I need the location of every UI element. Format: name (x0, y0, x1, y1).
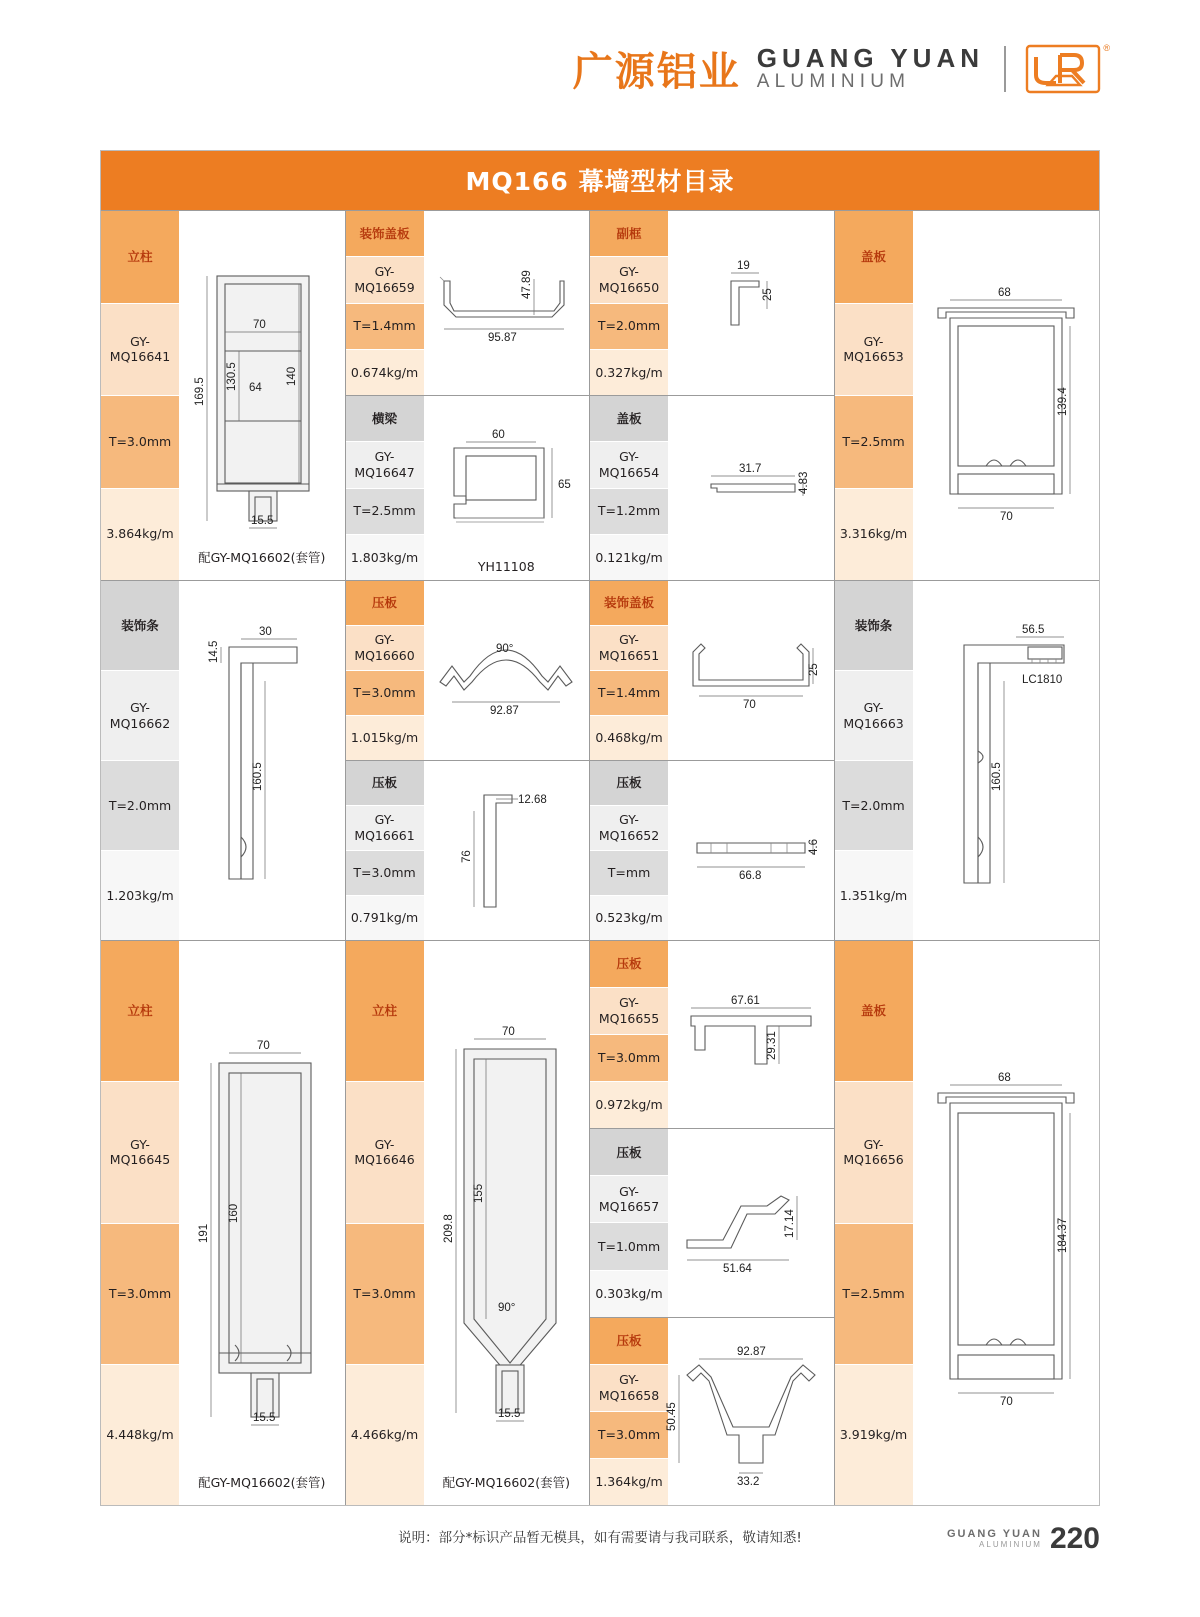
svg-text:70: 70 (999, 510, 1013, 523)
profile-drawing-14 (424, 941, 590, 1505)
profile-labels-5 (590, 396, 668, 580)
profile-thickness: T=mm (590, 851, 668, 896)
svg-text:66.8: 66.8 (738, 869, 762, 882)
svg-text:67.61: 67.61 (730, 994, 760, 1007)
profile-type: 压板 (590, 1318, 668, 1365)
svg-text:65: 65 (558, 479, 572, 491)
profile-cell-group-15[interactable] (590, 941, 835, 1505)
profile-thickness: T=3.0mm (590, 1412, 668, 1459)
brand-en-line1: GUANG YUAN (756, 42, 984, 73)
profile-thickness: T=2.0mm (835, 761, 913, 851)
profile-weight: 0.121kg/m (590, 535, 668, 580)
profile-type: 盖板 (835, 211, 913, 304)
profile-drawing-11 (668, 761, 834, 940)
profile-thickness: T=3.0mm (101, 396, 179, 489)
profile-labels-3 (346, 396, 424, 580)
profile-drawing-17 (665, 1318, 834, 1505)
profile-cell-18[interactable] (835, 941, 1099, 1505)
profile-cell-14[interactable] (346, 941, 591, 1505)
profile-code: GY-MQ16661 (346, 806, 424, 851)
profile-cell-12[interactable] (835, 581, 1099, 940)
profile-labels-14 (346, 941, 424, 1505)
svg-text:LC1810: LC1810 (1021, 673, 1063, 686)
profile-cell-group-10[interactable] (590, 581, 835, 940)
profile-cell-4[interactable] (590, 211, 834, 396)
profile-code: GY-MQ16652 (590, 806, 668, 851)
profile-cell-15[interactable] (590, 941, 834, 1129)
profile-labels-7 (101, 581, 179, 940)
profile-labels-18 (835, 941, 913, 1505)
profile-drawing-6 (913, 211, 1099, 580)
profile-code: GY-MQ16660 (346, 626, 424, 671)
svg-text:92.87: 92.87 (490, 704, 520, 717)
profile-thickness: T=3.0mm (346, 851, 424, 896)
svg-text:31.7: 31.7 (738, 463, 762, 475)
svg-text:184.37: 184.37 (1056, 1217, 1069, 1253)
profile-code: GY-MQ16653 (835, 304, 913, 397)
profile-labels-12 (835, 581, 913, 940)
profile-type: 横梁 (346, 396, 424, 442)
profile-code: GY-MQ16659 (346, 257, 424, 303)
svg-text:30: 30 (259, 625, 273, 638)
svg-text:15.5: 15.5 (251, 514, 274, 527)
profile-drawing-2 (424, 211, 590, 395)
profile-type: 盖板 (835, 941, 913, 1082)
footer-note: 说明：部分*标识产品暂无模具，如有需要请与我司联系，敬请知悉! (398, 1530, 802, 1546)
profile-caption: 配GY-MQ16602(套管) (198, 1475, 326, 1490)
profile-code: GY-MQ16656 (835, 1082, 913, 1223)
profile-cell-group-8[interactable] (346, 581, 591, 940)
profile-cell-5[interactable] (590, 396, 834, 580)
catalog-band-2 (101, 580, 1099, 940)
profile-thickness: T=1.4mm (346, 304, 424, 350)
profile-drawing-3 (424, 396, 590, 580)
svg-text:33.2: 33.2 (736, 1476, 760, 1489)
profile-thickness: T=3.0mm (346, 671, 424, 716)
brand-name-en (756, 42, 984, 93)
profile-caption: YH11108 (477, 559, 535, 574)
profile-weight: 1.015kg/m (346, 716, 424, 760)
svg-text:155: 155 (472, 1183, 485, 1203)
svg-text:68: 68 (997, 1072, 1011, 1084)
brand-en-line2: ALUMINIUM (756, 71, 911, 93)
svg-text:60: 60 (492, 429, 506, 441)
profile-cell-11[interactable] (590, 761, 834, 940)
profile-code: GY-MQ16662 (101, 671, 179, 761)
profile-weight: 4.448kg/m (101, 1365, 179, 1505)
svg-text:130.5: 130.5 (226, 361, 239, 391)
svg-text:70: 70 (253, 318, 267, 331)
svg-text:191: 191 (198, 1223, 211, 1243)
profile-type: 装饰盖板 (346, 211, 424, 257)
profile-code: GY-MQ16641 (101, 304, 179, 397)
profile-weight: 0.468kg/m (590, 716, 668, 760)
profile-weight: 0.523kg/m (590, 896, 668, 940)
profile-type: 立柱 (346, 941, 424, 1082)
profile-code: GY-MQ16651 (590, 626, 668, 671)
svg-text:68: 68 (997, 286, 1011, 299)
profile-weight: 0.327kg/m (590, 350, 668, 395)
svg-text:76: 76 (461, 849, 474, 863)
profile-drawing-1 (179, 211, 345, 580)
profile-code: GY-MQ16654 (590, 442, 668, 488)
profile-type: 立柱 (101, 941, 179, 1082)
profile-caption: 配GY-MQ16602(套管) (198, 550, 326, 565)
profile-type: 装饰条 (835, 581, 913, 671)
svg-text:14.5: 14.5 (208, 640, 221, 663)
profile-type: 压板 (590, 761, 668, 806)
profile-labels-13 (101, 941, 179, 1505)
svg-text:25: 25 (807, 662, 820, 676)
svg-text:90°: 90° (496, 642, 514, 655)
profile-code: GY-MQ16657 (590, 1176, 668, 1223)
svg-text:19: 19 (736, 260, 750, 272)
profile-labels-16 (590, 1129, 668, 1316)
profile-drawing-10 (668, 581, 834, 760)
profile-cell-group-2[interactable] (346, 211, 591, 580)
profile-weight: 0.791kg/m (346, 896, 424, 940)
profile-weight: 1.203kg/m (101, 851, 179, 940)
profile-drawing-16 (668, 1129, 834, 1316)
profile-drawing-4 (668, 211, 834, 395)
brand-divider (1004, 46, 1006, 92)
profile-labels-10 (590, 581, 668, 760)
profile-thickness: T=2.0mm (101, 761, 179, 851)
catalog-band-1 (101, 210, 1099, 580)
profile-labels-9 (346, 761, 424, 940)
profile-drawing-12 (913, 581, 1099, 940)
profile-labels-2 (346, 211, 424, 395)
svg-text:70: 70 (999, 1396, 1013, 1408)
profile-cell-13[interactable] (101, 941, 346, 1505)
svg-text:139.4: 139.4 (1056, 386, 1069, 416)
registered-mark: ® (1103, 42, 1110, 53)
profile-labels-17 (590, 1318, 668, 1505)
profile-drawing-8 (424, 581, 590, 760)
profile-cell-16[interactable] (590, 1129, 834, 1317)
profile-weight: 1.351kg/m (835, 851, 913, 940)
svg-text:47.89: 47.89 (521, 270, 534, 299)
profile-thickness: T=1.0mm (590, 1223, 668, 1270)
page-header (572, 40, 1110, 97)
profile-thickness: T=1.2mm (590, 489, 668, 535)
profile-cell-8[interactable] (346, 581, 590, 761)
page-title: MQ166 幕墙型材目录 (101, 151, 1099, 210)
profile-cell-10[interactable] (590, 581, 834, 761)
profile-code: GY-MQ16646 (346, 1082, 424, 1223)
svg-text:15.5: 15.5 (253, 1412, 276, 1424)
guangyuan-logo-icon (1026, 42, 1110, 93)
svg-text:17.14: 17.14 (783, 1209, 796, 1238)
profile-weight: 0.674kg/m (346, 350, 424, 395)
profile-type: 压板 (346, 581, 424, 626)
profile-thickness: T=3.0mm (101, 1224, 179, 1365)
svg-text:51.64: 51.64 (722, 1262, 752, 1275)
profile-type: 压板 (590, 941, 668, 988)
profile-thickness: T=1.4mm (590, 671, 668, 716)
profile-drawing-9 (424, 761, 590, 940)
profile-weight: 3.316kg/m (835, 489, 913, 581)
profile-drawing-5 (668, 396, 834, 580)
profile-cell-2[interactable] (346, 211, 590, 396)
profile-code: GY-MQ16650 (590, 257, 668, 303)
brand-name-cn: 广源铝业 (572, 49, 741, 95)
profile-code: GY-MQ16655 (590, 988, 668, 1035)
profile-weight: 1.803kg/m (346, 535, 424, 580)
profile-code: GY-MQ16647 (346, 442, 424, 488)
profile-cell-17[interactable] (590, 1318, 834, 1505)
profile-thickness: T=2.0mm (590, 304, 668, 350)
profile-thickness: T=2.5mm (346, 489, 424, 535)
profile-labels-1 (101, 211, 179, 580)
svg-text:50.45: 50.45 (665, 1402, 678, 1432)
svg-text:15.5: 15.5 (497, 1408, 521, 1420)
profile-thickness: T=2.5mm (835, 1224, 913, 1365)
profile-cell-7[interactable] (101, 581, 346, 940)
profile-weight: 0.303kg/m (590, 1271, 668, 1317)
svg-text:4.6: 4.6 (807, 838, 820, 855)
profile-code: GY-MQ16645 (101, 1082, 179, 1223)
profile-weight: 3.864kg/m (101, 489, 179, 581)
profile-type: 副框 (590, 211, 668, 257)
svg-text:64: 64 (249, 381, 263, 394)
profile-type: 压板 (346, 761, 424, 806)
svg-text:160.5: 160.5 (990, 761, 1003, 791)
profile-type: 立柱 (101, 211, 179, 304)
profile-cell-6[interactable] (835, 211, 1099, 580)
svg-text:92.87: 92.87 (736, 1346, 766, 1359)
profile-type: 装饰条 (101, 581, 179, 671)
footer-logo-line2: ALUMINIUM (979, 1539, 1042, 1549)
profile-drawing-7 (179, 581, 345, 940)
svg-text:70: 70 (501, 1026, 515, 1038)
svg-text:95.87: 95.87 (488, 332, 518, 344)
svg-text:140: 140 (286, 366, 299, 386)
profile-type: 装饰盖板 (590, 581, 668, 626)
svg-text:70: 70 (742, 698, 756, 711)
profile-labels-15 (590, 941, 668, 1128)
page-footer (100, 1522, 1100, 1555)
profile-thickness: T=3.0mm (346, 1224, 424, 1365)
profile-weight: 0.972kg/m (590, 1082, 668, 1128)
profile-weight: 4.466kg/m (346, 1365, 424, 1505)
profile-thickness: T=2.5mm (835, 396, 913, 489)
profile-type: 压板 (590, 1129, 668, 1176)
svg-text:4.83: 4.83 (797, 471, 810, 494)
svg-text:90°: 90° (497, 1302, 516, 1314)
footer-logo (947, 1522, 1100, 1556)
profile-caption: 配GY-MQ16602(套管) (442, 1475, 570, 1490)
svg-text:209.8: 209.8 (442, 1214, 455, 1243)
footer-logo-line1: GUANG YUAN (946, 1528, 1042, 1541)
profile-cell-9[interactable] (346, 761, 590, 940)
profile-labels-6 (835, 211, 913, 580)
profile-labels-8 (346, 581, 424, 760)
profile-drawing-18 (913, 941, 1099, 1505)
profile-cell-1[interactable] (101, 211, 346, 580)
profile-cell-group-3[interactable] (590, 211, 835, 580)
profile-drawing-13 (179, 941, 345, 1505)
profile-code: GY-MQ16663 (835, 671, 913, 761)
svg-text:25: 25 (761, 288, 774, 301)
svg-text:12.68: 12.68 (518, 793, 548, 806)
svg-text:70: 70 (257, 1040, 271, 1052)
profile-cell-3[interactable] (346, 396, 590, 580)
catalog-band-3 (101, 940, 1099, 1505)
svg-text:160.5: 160.5 (252, 761, 265, 791)
svg-text:169.5: 169.5 (194, 376, 207, 406)
profile-thickness: T=3.0mm (590, 1035, 668, 1082)
profile-weight: 1.364kg/m (590, 1459, 668, 1505)
profile-labels-4 (590, 211, 668, 395)
svg-text:56.5: 56.5 (1021, 623, 1045, 636)
profile-code: GY-MQ16658 (590, 1365, 668, 1412)
profile-drawing-15 (668, 941, 834, 1128)
profile-weight: 3.919kg/m (835, 1365, 913, 1505)
profile-labels-11 (590, 761, 668, 940)
svg-text:160: 160 (228, 1203, 241, 1223)
svg-text:29.31: 29.31 (765, 1030, 778, 1060)
catalog-sheet (100, 150, 1100, 1506)
page-number: 220 (1049, 1522, 1100, 1555)
profile-type: 盖板 (590, 396, 668, 442)
